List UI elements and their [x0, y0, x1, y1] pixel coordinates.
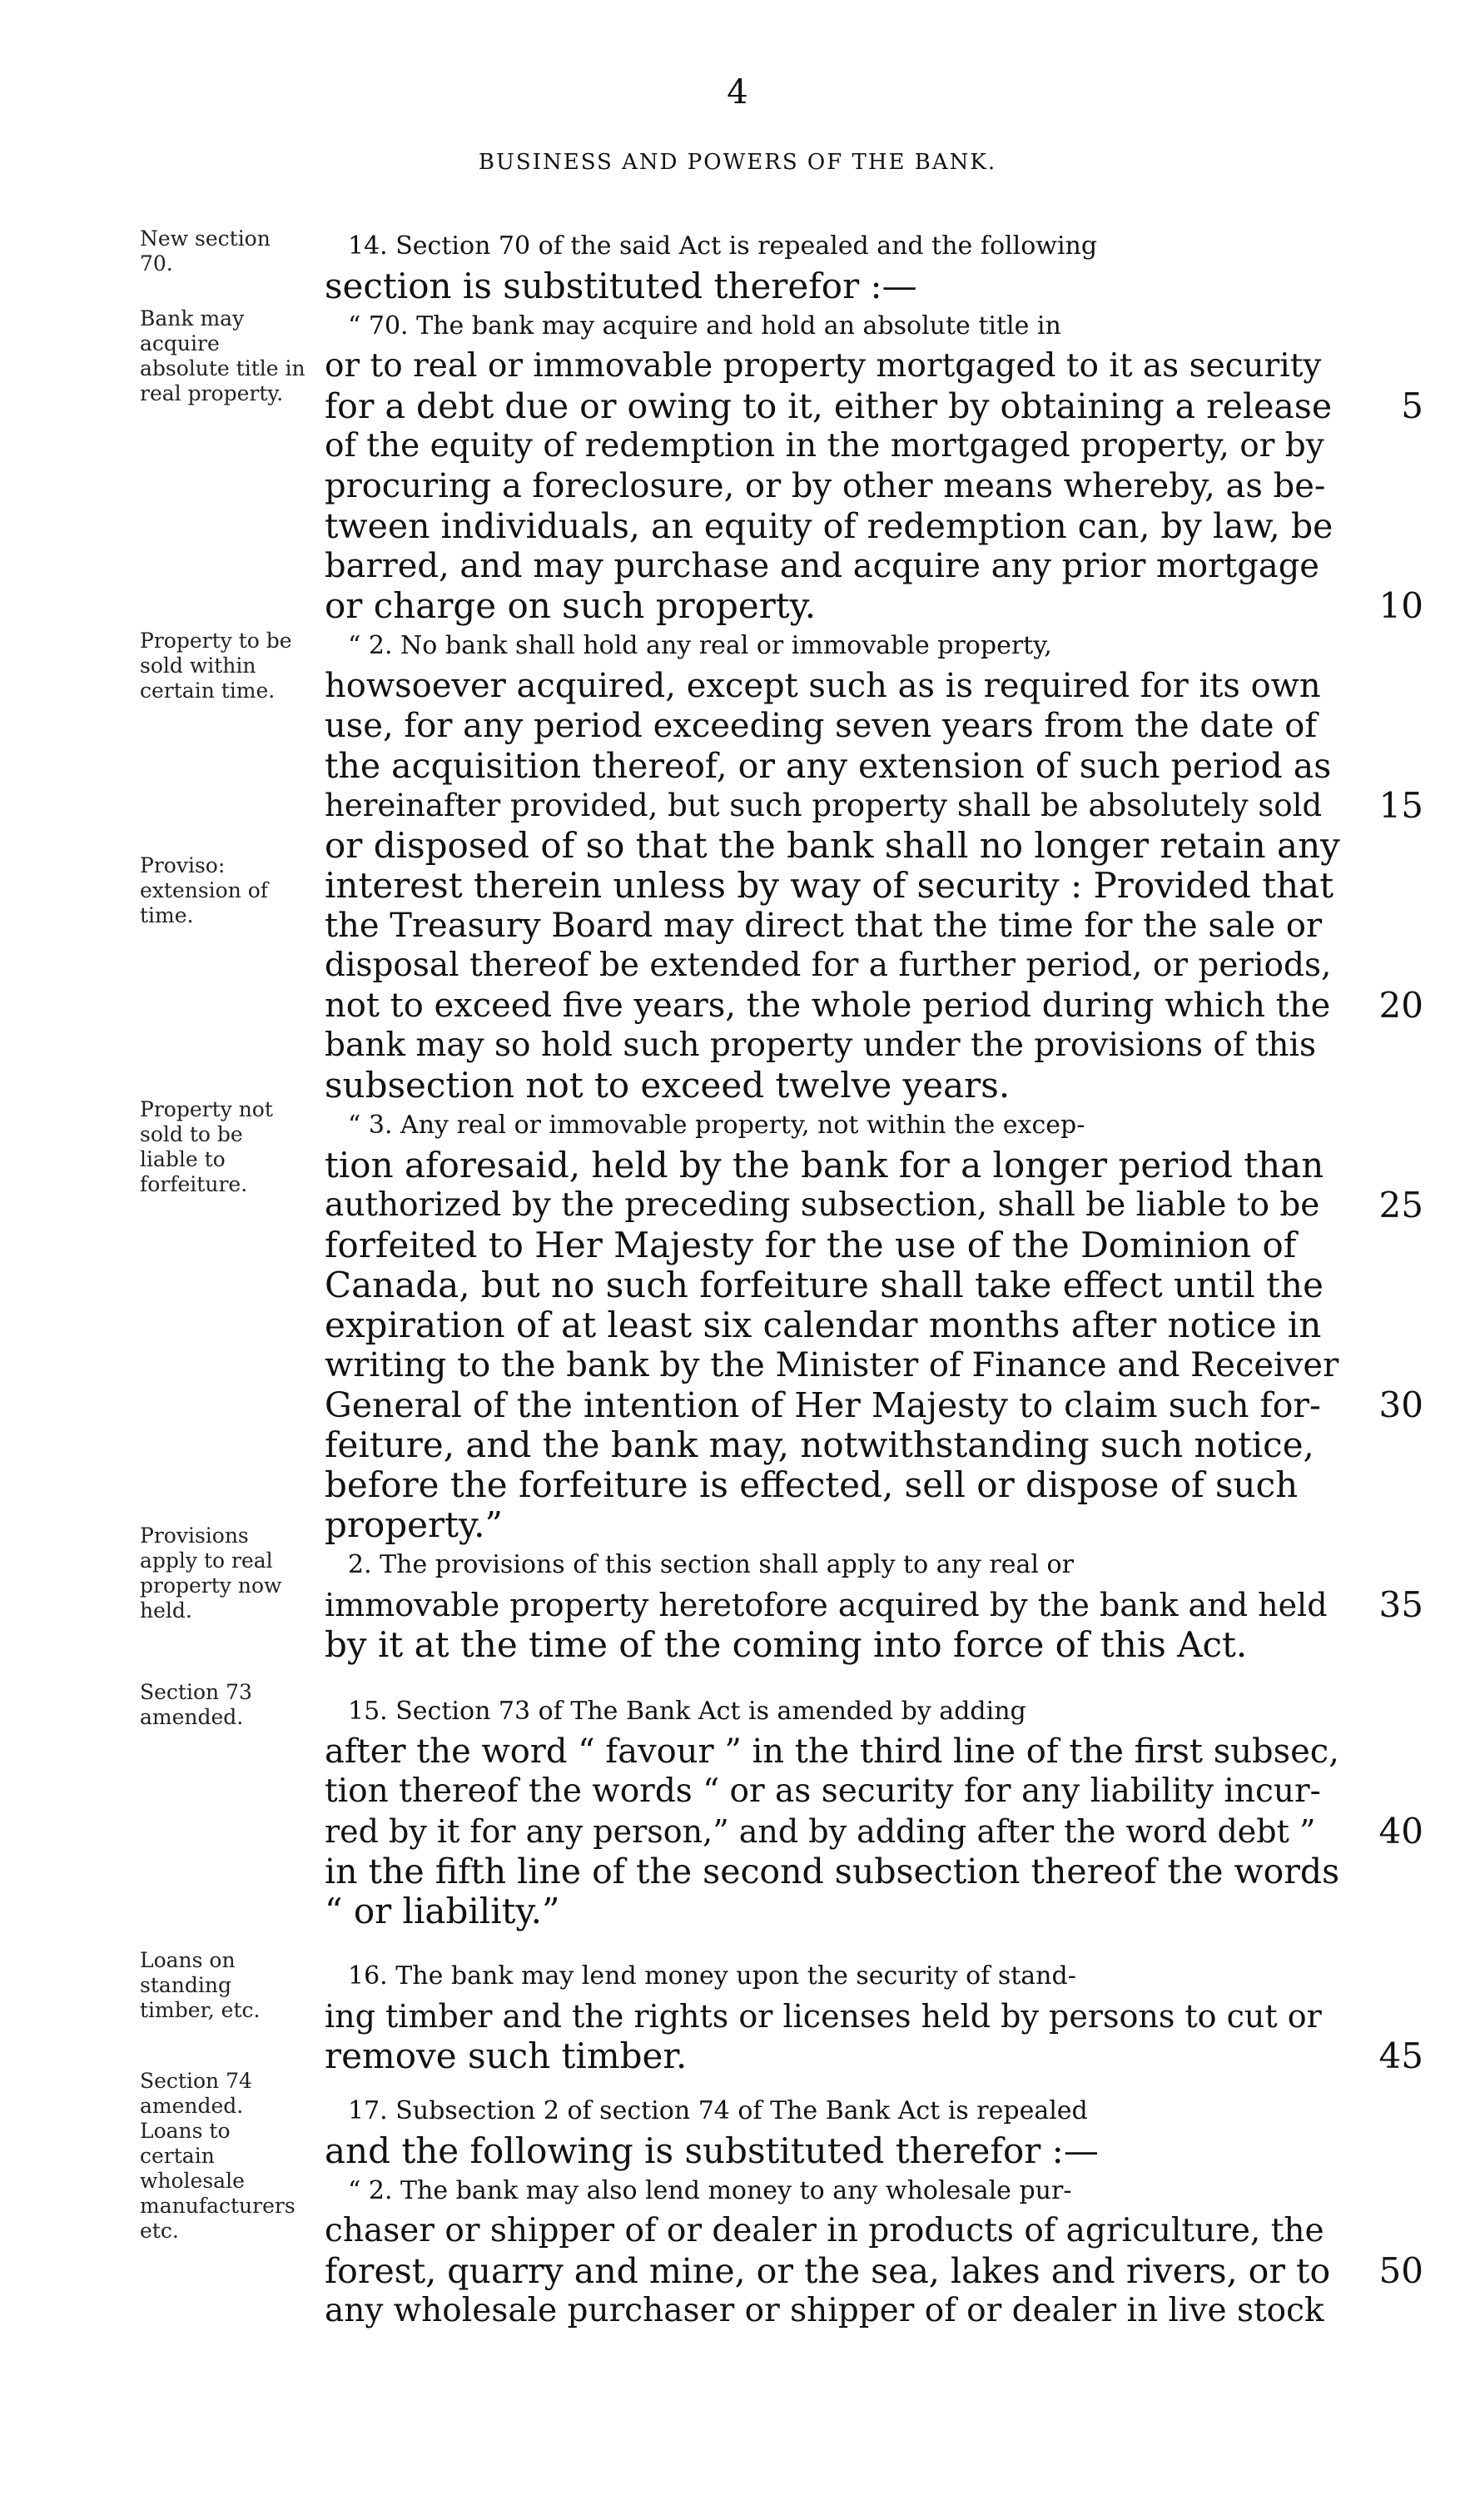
margin-note: Section 73 amended. [140, 1680, 252, 1729]
line-number: 45 [1378, 2035, 1423, 2076]
text-line: Canada, but no such forfeiture shall take effect until the [325, 1265, 1324, 1305]
text-line: not to exceed five years, the whole period during which the [325, 987, 1331, 1025]
text-line: ing timber and the rights or licenses held by persons to cut or [325, 1998, 1322, 2035]
text-line: authorized by the preceding subsection, shall be liable to be [325, 1186, 1320, 1224]
text-line: any wholesale purchaser or shipper of or dealer in live stock [325, 2292, 1324, 2329]
text-line: after the word “ favour ” in the third line of the first subsec, [325, 1732, 1339, 1771]
text-line: or charge on such property. [325, 585, 817, 626]
text-line: subsection not to exceed twelve years. [325, 1065, 1011, 1106]
text-line: bank may so hold such property under the provisions of this [325, 1026, 1316, 1064]
text-line: “ 2. No bank shall hold any real or immovable property, [348, 631, 1052, 660]
text-line: 14. Section 70 of the said Act is repealed and the following [348, 231, 1098, 261]
line-number: 35 [1378, 1584, 1423, 1625]
text-line: “ 3. Any real or immovable property, not within the excep- [348, 1111, 1085, 1140]
text-line: “ or liability.” [325, 1891, 560, 1931]
text-line: interest therein unless by way of security : Provided that [325, 865, 1334, 906]
text-line: for a debt due or owing to it, either by obtaining a release [325, 386, 1333, 426]
text-line: property.” [325, 1504, 503, 1545]
line-number: 20 [1378, 985, 1423, 1026]
margin-note: Loans on standing timber, etc. [140, 1948, 261, 2022]
line-number: 10 [1378, 585, 1423, 626]
line-number: 50 [1378, 2250, 1423, 2291]
text-line: expiration of at least six calendar months after notice in [325, 1305, 1322, 1345]
text-line: “ 70. The bank may acquire and hold an absolute title in [348, 311, 1061, 340]
text-line: procuring a foreclosure, or by other means whereby, as be- [325, 467, 1326, 505]
text-line: tion thereof the words “ or as security for any liability incur- [325, 1772, 1321, 1810]
text-line: use, for any period exceeding seven years from the date of [325, 707, 1318, 745]
text-line: tion aforesaid, held by the bank for a longer period than [325, 1145, 1324, 1185]
text-line: howsoever acquired, except such as is required for its own [325, 667, 1321, 705]
text-line: of the equity of redemption in the mortgaged property, or by [325, 427, 1324, 465]
margin-note: Property not sold to be liable to forfeiture. [140, 1097, 273, 1196]
text-line: section is substituted therefor :— [325, 266, 917, 306]
text-line: red by it for any person,” and by adding after the word debt ” [325, 1813, 1316, 1850]
text-line: forest, quarry and mine, or the sea, lakes and rivers, or to [325, 2251, 1331, 2291]
text-line: or disposed of so that the bank shall no longer retain any [325, 825, 1340, 866]
line-number: 40 [1378, 1811, 1423, 1851]
line-number: 15 [1378, 785, 1423, 826]
text-line: 17. Subsection 2 of section 74 of The Bank Act is repealed [348, 2096, 1088, 2125]
text-line: before the forfeiture is effected, sell or dispose of such [325, 1464, 1299, 1505]
margin-note: Property to be sold within certain time. [140, 629, 292, 703]
margin-note: New section 70. [140, 226, 271, 276]
text-line: immovable property heretofore acquired by the bank and held [325, 1587, 1328, 1623]
line-number: 5 [1401, 385, 1423, 426]
running-head: BUSINESS AND POWERS OF THE BANK. [478, 150, 997, 175]
text-line: the acquisition thereof, or any extension of such period as [325, 746, 1332, 786]
text-line: by it at the time of the coming into force of this Act. [325, 1624, 1248, 1665]
line-number: 30 [1378, 1384, 1423, 1425]
margin-note: Provisions apply to real property now held. [140, 1523, 282, 1623]
text-line: feiture, and the bank may, notwithstanding such notice, [325, 1424, 1314, 1465]
text-line: forfeited to Her Majesty for the use of the Dominion of [325, 1225, 1297, 1265]
line-number: 25 [1378, 1185, 1423, 1225]
margin-note: Section 74 amended. [140, 2069, 252, 2118]
text-line: and the following is substituted therefor :— [325, 2130, 1099, 2171]
text-line: remove such timber. [325, 2035, 688, 2076]
text-line: hereinafter provided, but such property shall be absolutely sold [325, 788, 1323, 823]
text-line: 16. The bank may lend money upon the security of stand- [348, 1961, 1076, 1991]
text-line: disposal thereof be extended for a further period, or periods, [325, 947, 1332, 984]
text-line: “ 2. The bank may also lend money to any wholesale pur- [348, 2176, 1072, 2205]
margin-note: Proviso: extension of time. [140, 853, 269, 927]
text-line: chaser or shipper of or dealer in products of agriculture, the [325, 2212, 1324, 2249]
text-line: or to real or immovable property mortgaged to it as security [325, 347, 1322, 385]
text-line: General of the intention of Her Majesty to claim such for- [325, 1385, 1321, 1425]
text-line: tween individuals, an equity of redemption can, by law, be [325, 506, 1333, 546]
text-line: the Treasury Board may direct that the time for the sale or [325, 907, 1323, 945]
text-line: writing to the bank by the Minister of Finance and Receiver [325, 1346, 1339, 1384]
text-line: in the fifth line of the second subsection thereof the words [325, 1851, 1340, 1891]
text-line: 2. The provisions of this section shall apply to any real or [348, 1550, 1074, 1579]
text-line: barred, and may purchase and acquire any prior mortgage [325, 547, 1319, 585]
text-line: 15. Section 73 of The Bank Act is amended by adding [348, 1697, 1026, 1726]
margin-note: Bank may acquire absolute title in real property. [140, 306, 305, 405]
margin-note: Loans to certain wholesale manufacturers etc. [140, 2119, 295, 2243]
page-number: 4 [727, 73, 748, 112]
